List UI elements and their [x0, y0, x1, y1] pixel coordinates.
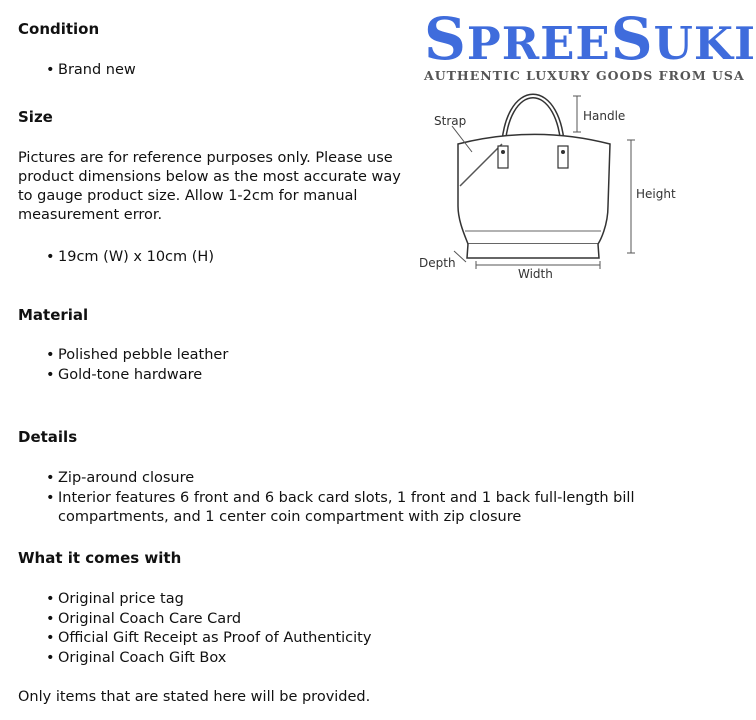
list-item: • Brand new — [46, 61, 136, 81]
list-item: • Polished pebble leather — [46, 346, 228, 366]
brand-logo — [424, 5, 756, 83]
comes-with-heading: What it comes with — [18, 549, 182, 567]
list-item: • 19cm (W) x 10cm (H) — [46, 248, 214, 268]
list-item: • Original Coach Gift Box — [46, 649, 371, 669]
condition-list — [46, 61, 136, 81]
list-item: • Gold-tone hardware — [46, 366, 228, 386]
list-item: • Official Gift Receipt as Proof of Authenticity — [46, 629, 371, 649]
bag-dimension-diagram — [410, 86, 710, 286]
depth-label: Depth — [419, 256, 456, 270]
brand-tagline: AUTHENTIC LUXURY GOODS FROM USA — [424, 68, 745, 83]
list-item: • Zip-around closure — [46, 469, 646, 489]
size-note: Pictures are for reference purposes only. Please use product dimensions below as the most accurate way to gauge product size. Allow 1-2cm for manual measurement error. — [18, 150, 401, 223]
width-label: Width — [518, 267, 553, 281]
footer-note: Only items that are stated here will be provided. — [18, 689, 371, 705]
handle-label: Handle — [583, 109, 626, 123]
list-item: • Original Coach Care Card — [46, 610, 371, 630]
size-heading: Size — [18, 108, 53, 126]
list-item: • Interior features 6 front and 6 back card slots, 1 front and 1 back full-length bill compartments, and 1 center coin compartment with zip closure — [46, 489, 646, 528]
brand-name: SPREESUKI — [424, 5, 756, 73]
list-item: • Original price tag — [46, 590, 371, 610]
bag-body — [458, 134, 610, 244]
material-list — [46, 346, 228, 385]
comes-with-list — [46, 590, 371, 668]
material-heading: Material — [18, 306, 89, 324]
strap-label: Strap — [434, 114, 467, 128]
condition-heading: Condition — [18, 20, 100, 38]
details-list — [46, 469, 646, 528]
height-label: Height — [636, 187, 676, 201]
details-heading: Details — [18, 428, 78, 446]
size-list — [46, 248, 214, 268]
